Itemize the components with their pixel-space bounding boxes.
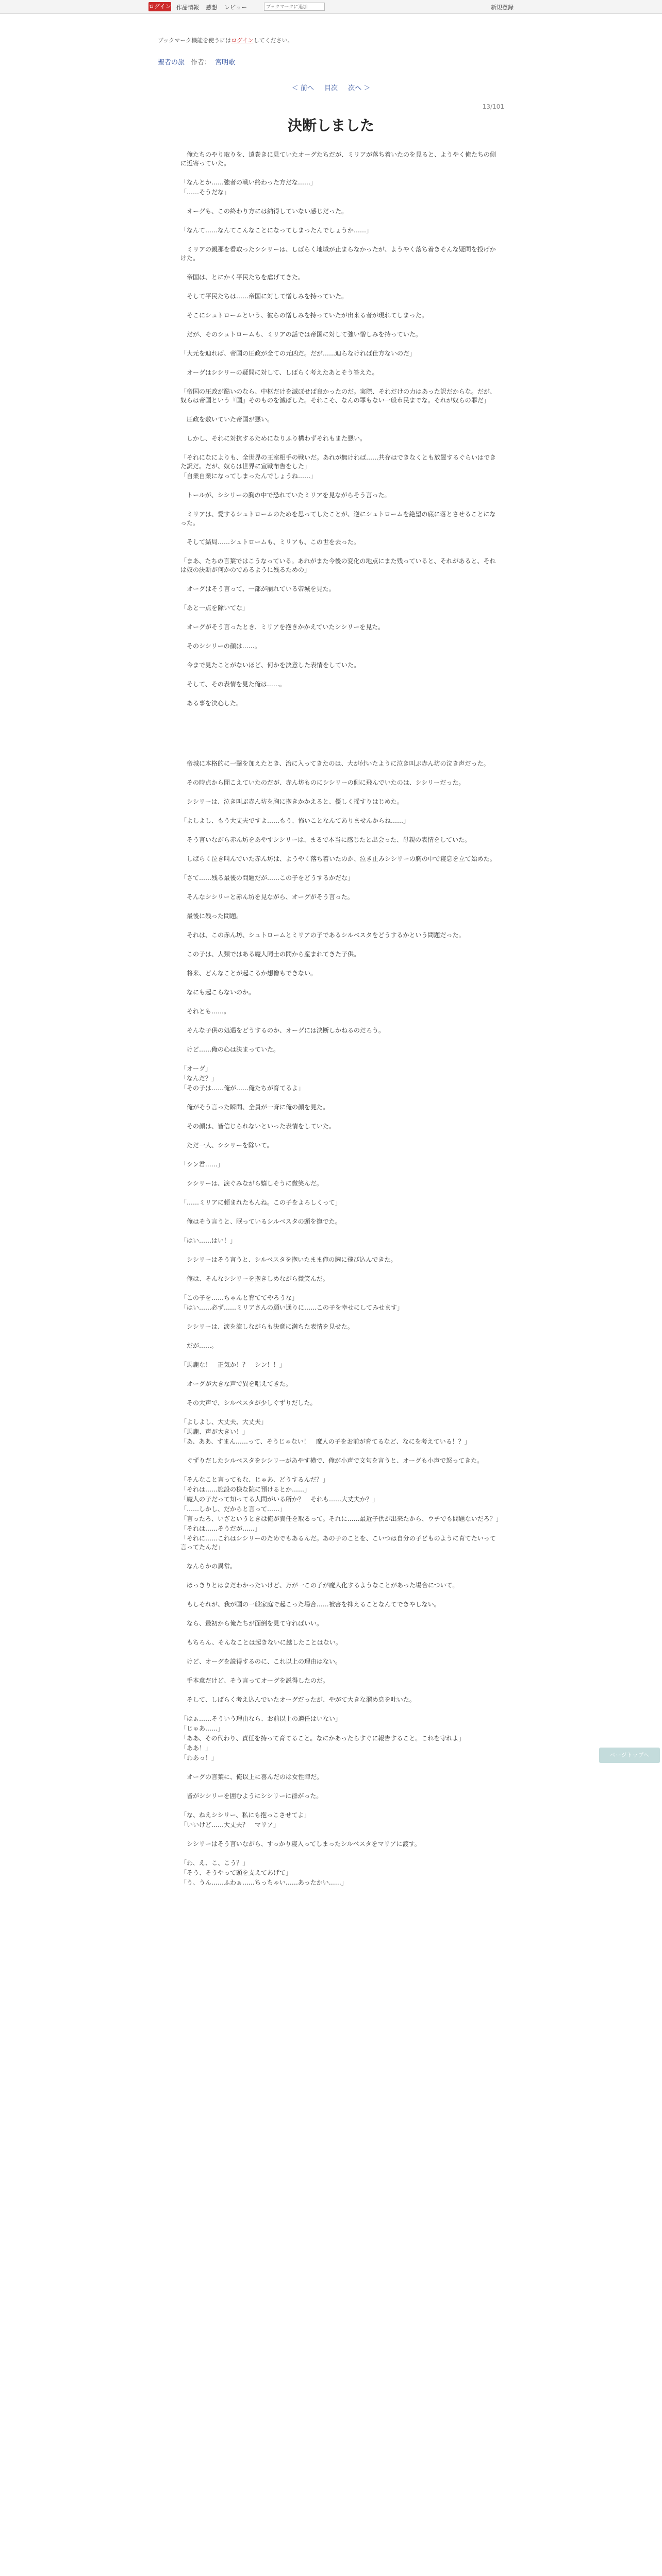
- paragraph-line: その時点から聞こえていたのだが、赤ん坊ものにシシリーの側に飛んでいたのは、シシリーだった。: [180, 779, 465, 786]
- paragraph-line: なんらかの異常。: [180, 1563, 237, 1570]
- paragraph-line: 「……そうだな」: [180, 189, 230, 196]
- paragraph: [180, 912, 500, 921]
- paragraph: [180, 1600, 500, 1609]
- paragraph: [180, 1773, 500, 1782]
- paragraph: [180, 1456, 500, 1465]
- paragraph: [180, 874, 500, 883]
- bookmark-notice: [158, 36, 293, 44]
- work-title-link[interactable]: 聖者の旅: [158, 59, 185, 66]
- paragraph: [180, 680, 500, 689]
- paragraph-line: 「ああ！」: [180, 1744, 212, 1752]
- paragraph-line: けど……俺の心は決まっていた。: [180, 1046, 280, 1053]
- paragraph-line: 帝国は、とにかく平民たちを虐げてきた。: [180, 274, 305, 281]
- paragraph-line: 「帝国の圧政が酷いのなら、中枢だけを滅ぼせば良かったのだ。実際、それだけの力はあった訳だからな。だが、奴らは帝国という『国』そのものを滅ぼした。それこそ、なんの罪もない一般市民までな。それが奴らの罪だ」: [180, 388, 496, 404]
- author-prefix: 作者：: [191, 59, 211, 66]
- section-break: [180, 718, 500, 749]
- paragraph-line: 「いいけど……大丈夫？ マリア」: [180, 1821, 280, 1828]
- paragraph: [180, 1418, 500, 1446]
- paragraph-line: ミリアの親那を看取ったシシリーは、しばらく地域が止まらなかったが、ようやく落ち着きそんな疑問を投げかけた。: [180, 246, 496, 262]
- paragraph: [180, 387, 500, 405]
- paragraph-line: 「あ、ああ、すまん……って、そうじゃない！ 魔人の子をお前が育てるなど、なにを考えている！？」: [180, 1438, 471, 1445]
- paragraph: [180, 538, 500, 547]
- prev-episode-link[interactable]: ＜ 前へ: [291, 84, 314, 92]
- new-account-link[interactable]: 新規登録: [491, 4, 514, 11]
- paragraph: [180, 718, 500, 749]
- paragraph-line: シシリーはそう言いながら、すっかり寝入ってしまったシルベスタをマリアに渡す。: [180, 1840, 421, 1848]
- paragraph-line: シシリーは、泣き叫ぶ赤ん坊を胸に抱きかかえると、優しく揺すりはじめた。: [180, 798, 403, 805]
- paragraph: [180, 1294, 500, 1312]
- paragraph-line: 「わ、え、こ、こう？」: [180, 1859, 249, 1867]
- paragraph-line: シシリーは、涙を流しながらも決意に満ちた表情を見せた。: [180, 1323, 354, 1330]
- episode-title: 決断しました: [287, 117, 374, 134]
- paragraph: [180, 1562, 500, 1571]
- paragraph: [180, 642, 500, 651]
- paragraph: [180, 349, 500, 358]
- top-nav: [176, 3, 252, 11]
- paragraph: [180, 1026, 500, 1035]
- paragraph: [180, 1361, 500, 1369]
- paragraph: [180, 1476, 500, 1552]
- paragraph-line: そのシシリーの顔は……。: [180, 642, 261, 650]
- paragraph-line: ほっきりとはまだわかったいけど、万が一この子が魔人化するようなことがあった場合について。: [180, 1582, 459, 1589]
- episode-nav-top: [0, 82, 662, 92]
- paragraph: [180, 1638, 500, 1647]
- paragraph: [180, 585, 500, 594]
- paragraph-line: 「その子は……俺が……俺たちが育てるよ」: [180, 1084, 305, 1092]
- paragraph-line: 「よしよし、もう大丈夫ですよ……もう、怖いことなんてありませんからね……」: [180, 817, 410, 824]
- paragraph-line: もしそれが、我が国の一般家庭で起こった場合……被害を抑えることなんてできやしない。: [180, 1601, 440, 1608]
- nav-item-impressions[interactable]: 感想: [206, 4, 218, 11]
- paragraph: [180, 453, 500, 481]
- paragraph-line: 「わあっ！」: [180, 1754, 218, 1761]
- paragraph-line: 「ああ、その代わり、責任を持って育てること。なにかあったらすぐに報告すること。これを守れよ」: [180, 1735, 465, 1742]
- paragraph-line: それとも……。: [180, 1008, 230, 1015]
- paragraph-line: 「う、うん……ふわぁ……ちっちゃい……あったかい……」: [180, 1879, 347, 1886]
- paragraph-line: オーグがそう言ったとき、ミリアを抱きかかえていたシシリーを見た。: [180, 623, 385, 631]
- paragraph: [180, 1840, 500, 1849]
- episode-number: 13/101: [482, 103, 504, 110]
- paragraph: [180, 557, 500, 574]
- paragraph-line: 俺たちのやり取りを、遠巻きに見ていたオーグたちだが、ミリアが落ち着いたのを見ると、ようやく俺たちの側に近寄っていた。: [180, 151, 496, 167]
- paragraph: [180, 836, 500, 844]
- paragraph: [180, 604, 500, 613]
- paragraph-line: そんな子供の処遇をどうするのか、オーグには決断しかねるのだろう。: [180, 1027, 385, 1034]
- paragraph: [180, 150, 500, 168]
- paragraph-line: けど、オーグを説得するのに、これ以上の理由はない。: [180, 1658, 342, 1665]
- paragraph-line: オーグはそう言って、一部が崩れている帝城を見た。: [180, 585, 335, 592]
- paragraph-line: 帝城に本格的に一撃を加えたとき、治に入ってきたのは、大が付いたように泣き叫ぶ赤ん坊の泣き声だった。: [180, 760, 490, 767]
- paragraph: [180, 1256, 500, 1264]
- paragraph: [180, 1103, 500, 1112]
- paragraph-line: 「それになによりも、全世界の王室相手の戦いだ。あれが無ければ……共存はできなくとも放置するぐらいはできた訳だ。だが、奴らは世界に宣戦布告をした」: [180, 454, 496, 470]
- paragraph-line: そして、その表情を見た俺は……。: [180, 681, 286, 688]
- next-episode-link[interactable]: 次へ ＞: [348, 84, 371, 92]
- paragraph-line: 手本意だけど、そう言ってオーグを説得したのだ。: [180, 1677, 329, 1684]
- paragraph: [180, 1323, 500, 1331]
- paragraph: [180, 855, 500, 863]
- paragraph: [180, 1715, 500, 1762]
- paragraph: [180, 661, 500, 670]
- paragraph: [180, 893, 500, 902]
- paragraph: [180, 330, 500, 339]
- paragraph: [180, 245, 500, 263]
- paragraph-line: ただ一人、シシリーを除いて。: [180, 1142, 273, 1149]
- paragraph-line: シシリーはそう言うと、シルベスタを抱いたまま俺の胸に飛び込んできた。: [180, 1256, 397, 1263]
- paragraph-line: 「なんとか……強者の戦い終わった方だな……」: [180, 179, 317, 186]
- paragraph: [180, 1275, 500, 1283]
- paragraph-line: 俺はそう言うと、眠っているシルベスタの頭を撫でた。: [180, 1218, 341, 1225]
- paragraph-line: しかし、それに対抗するためになりふり構わずそれもまた悪い。: [180, 435, 367, 442]
- paragraph: [180, 931, 500, 940]
- paragraph-line: それは、この赤ん坊、シュトロームとミリアの子であるシルベスタをどうするかという問題だった。: [180, 931, 465, 939]
- paragraph-line: そんなシシリーと赤ん坊を見ながら、オーグがそう言った。: [180, 893, 354, 901]
- paragraph: [180, 1581, 500, 1590]
- paragraph-line: そして、しばらく考え込んでいたオーグだったが、やがて大きな溜め息を吐いた。: [180, 1696, 416, 1703]
- paragraph: [180, 311, 500, 320]
- paragraph-line: 「じゃあ……」: [180, 1725, 224, 1732]
- paragraph-line: この子は、人類ではある魔人同士の間から産まれてきた子供。: [180, 951, 360, 958]
- paragraph: [180, 817, 500, 825]
- paragraph-line: オーグはシシリーの疑問に対して、しばらく考えたあとそう答えた。: [180, 369, 378, 376]
- paragraph: [180, 1619, 500, 1628]
- paragraph-line: 「まあ、たちの言葉ではこうなっている。あれがまた今後の変化の地点にまた残っていると、それがあると、それは奴の決断が何かのであるように残るための」: [180, 557, 496, 573]
- paragraph: [180, 1380, 500, 1388]
- paragraph-line: 「それは……そうだが……」: [180, 1525, 261, 1532]
- paragraph-line: オーグの言葉に、俺以上に喜んだのは女性陣だ。: [180, 1773, 323, 1781]
- paragraph: [180, 1811, 500, 1829]
- paragraph-line: シシリーは、涙ぐみながら嬉しそうに微笑んだ。: [180, 1180, 323, 1187]
- paragraph: [180, 1399, 500, 1408]
- nav-item-review[interactable]: レビュー: [224, 4, 247, 11]
- paragraph: [180, 988, 500, 997]
- paragraph-line: ある事を決心した。: [180, 700, 243, 707]
- notice-prefix: ブックマーク機能を使うには: [158, 37, 231, 44]
- paragraph-line: そう言いながら赤ん坊をあやすシシリーは、まるで本当に感じたと出会った、母親の表情をしていた。: [180, 836, 471, 843]
- paragraph: [180, 415, 500, 424]
- paragraph: [180, 1859, 500, 1887]
- paragraph: [180, 1122, 500, 1131]
- episode-body: [180, 150, 500, 1897]
- paragraph-line: なら、最初から俺たちが面倒を見て守ればいい。: [180, 1620, 323, 1627]
- paragraph-line: もちろん、そんなことは起きないに越したことはない。: [180, 1639, 342, 1646]
- paragraph-line: トールが、シシリーの胸の中で恐れていたミリアを見ながらそう言った。: [180, 492, 391, 499]
- toc-link[interactable]: 目次: [324, 84, 338, 92]
- paragraph: [180, 1676, 500, 1685]
- paragraph-line: 「はい……はい！」: [180, 1237, 237, 1244]
- paragraph-line: オーグが大きな声で異を唱えてきた。: [180, 1380, 292, 1387]
- paragraph-line: 俺がそう言った瞬間、全員が一斉に俺の顔を見た。: [180, 1104, 329, 1111]
- paragraph-line: しばらく泣き叫んでいた赤ん坊は、ようやく落ち着いたのか、泣き止みシシリーの胸の中で寝息を立て始めた。: [180, 855, 496, 862]
- paragraph: [180, 969, 500, 978]
- paragraph-line: 「シン君……」: [180, 1161, 224, 1168]
- paragraph: [180, 1007, 500, 1016]
- paragraph: [180, 798, 500, 806]
- paragraph: [180, 178, 500, 197]
- login-button[interactable]: ログイン: [148, 2, 171, 11]
- paragraph-line: 俺は、そんなシシリーを抱きしめながら微笑んだ。: [180, 1275, 329, 1282]
- author-link[interactable]: 宮明歌: [215, 59, 236, 66]
- paragraph: [180, 273, 500, 282]
- paragraph: [180, 491, 500, 500]
- paragraph-line: 「それに……これはシシリーのためでもあるんだ。あの子のことを、こいつは自分の子どものように育てたいって言ってたんだ」: [180, 1535, 496, 1551]
- nav-item-info[interactable]: 作品情報: [176, 4, 199, 11]
- paragraph-line: 「……ミリアに頼まれたもんね。この子をよろしくって」: [180, 1199, 341, 1206]
- paragraph-line: 「はぁ……そういう理由なら、お前以上の適任はいない」: [180, 1715, 342, 1722]
- paragraph-line: 「それは……施設の様な院に預けるとか……」: [180, 1486, 311, 1493]
- paragraph: [180, 759, 500, 768]
- page-top-button[interactable]: ページトップへ: [599, 1748, 660, 1763]
- paragraph: [180, 1657, 500, 1666]
- paragraph-line: 最後に残った問題。: [180, 912, 243, 920]
- paragraph-line: そして結局……シュトロームも、ミリアも、この世を去った。: [180, 538, 360, 546]
- paragraph-line: 「馬鹿な！ 正気か！？ シン！！」: [180, 1361, 286, 1368]
- paragraph-line: 「自業自業になってしまったんでしょうね……」: [180, 472, 317, 480]
- paragraph-line: 「そう、そうやって頭を支えてあげて」: [180, 1869, 292, 1876]
- paragraph: [180, 1696, 500, 1704]
- paragraph-line: 皆がシシリーを囲むようにシシリーに群がった。: [180, 1792, 323, 1800]
- paragraph: [180, 226, 500, 235]
- paragraph-line: だが、そのシュトロームも、ミリアの話では帝国に対して強い憎しみを持っていた。: [180, 331, 422, 338]
- paragraph-line: 「大元を辿れば、帝国の圧政が全ての元凶だ。だが……辿らなければ仕方ないのだ」: [180, 350, 416, 357]
- paragraph-line: その大声で、シルベスタが少しぐずりだした。: [180, 1399, 317, 1406]
- paragraph: [180, 1217, 500, 1226]
- paragraph: [180, 1045, 500, 1054]
- paragraph: [180, 1141, 500, 1150]
- notice-suffix: してください。: [253, 37, 293, 44]
- notice-login-link[interactable]: ログイン: [231, 37, 254, 44]
- paragraph: [180, 510, 500, 528]
- paragraph-line: なにも起こらないのか。: [180, 989, 255, 996]
- paragraph-line: そこにシュトロームという、彼らの憎しみを持っていたが出来る者が現れてしまった。: [180, 312, 428, 319]
- paragraph-line: 「さて……残る最後の問題だが……この子をどうするかだな」: [180, 874, 354, 882]
- breadcrumb: [158, 57, 239, 66]
- paragraph: [180, 1198, 500, 1207]
- paragraph-line: 「馬鹿、声が大きい！」: [180, 1428, 249, 1435]
- paragraph: [180, 623, 500, 632]
- paragraph: [180, 1179, 500, 1188]
- paragraph-line: 「そんなこと言ってもな、じゃあ、どうするんだ？」: [180, 1476, 329, 1483]
- paragraph: [180, 1792, 500, 1801]
- paragraph-line: 将来、どんなことが起こるか想像もできない。: [180, 970, 317, 977]
- paragraph: [180, 778, 500, 787]
- paragraph-line: 圧政を敷いていた帝国が悪い。: [180, 416, 274, 423]
- paragraph-line: 「魔人の子だって知ってる人間がいる所か？ それも……大丈夫か？」: [180, 1496, 379, 1503]
- paragraph: [180, 699, 500, 708]
- paragraph-line: 「よしよし、大丈夫、大丈夫」: [180, 1418, 268, 1426]
- top-bar: [0, 0, 662, 14]
- paragraph-line: 「あと一点を除いてな」: [180, 604, 249, 612]
- paragraph: [180, 1236, 500, 1245]
- paragraph-line: 「はい……必ず……ミリアさんの願い通りに……この子を幸せにしてみせます」: [180, 1304, 404, 1311]
- paragraph: [180, 1160, 500, 1169]
- paragraph-line: 「オーグ」: [180, 1065, 212, 1072]
- paragraph-line: だが……。: [180, 1342, 218, 1349]
- paragraph-line: ぐずりだしたシルベスタをシシリーがあやす横で、俺が小声で文句を言うと、オーグも小声で怒ってきた。: [180, 1457, 484, 1464]
- paragraph: [180, 368, 500, 377]
- paragraph-line: 「なんて……なんてこんなことになってしまったんでしょうか……」: [180, 227, 373, 234]
- paragraph-line: ミリアは、愛するシュトロームのためを思ってしたことが、逆にシュトロームを絶望の底に落とさせることになった。: [180, 511, 496, 527]
- paragraph-line: 「なんだ？」: [180, 1075, 218, 1082]
- paragraph: [180, 207, 500, 216]
- paragraph: [180, 1064, 500, 1093]
- paragraph-line: 「……しかし、だからと言って……」: [180, 1505, 286, 1513]
- paragraph: [180, 1342, 500, 1350]
- paragraph-line: そして平民たちは……帝国に対して憎しみを持っていた。: [180, 293, 348, 300]
- paragraph: [180, 434, 500, 443]
- paragraph: [180, 292, 500, 301]
- paragraph-line: その顔は、皆信じられないといった表情をしていた。: [180, 1123, 336, 1130]
- bookmark-input[interactable]: [264, 3, 325, 11]
- paragraph-line: 「言ったろ、いざというときは俺が責任を取るって。それに……最近子供が出来たから、ウチでも問題ないだろ？」: [180, 1515, 502, 1522]
- paragraph-line: オーグも、この終わり方には納得していない感じだった。: [180, 208, 348, 215]
- paragraph-line: 「な、ねえシシリー、私にも抱っこさせてよ」: [180, 1811, 310, 1819]
- paragraph: [180, 950, 500, 959]
- paragraph-line: 今まで見たことがないほど、何かを決意した表情をしていた。: [180, 662, 360, 669]
- paragraph-line: 「この子を……ちゃんと育ててやろうな」: [180, 1294, 299, 1301]
